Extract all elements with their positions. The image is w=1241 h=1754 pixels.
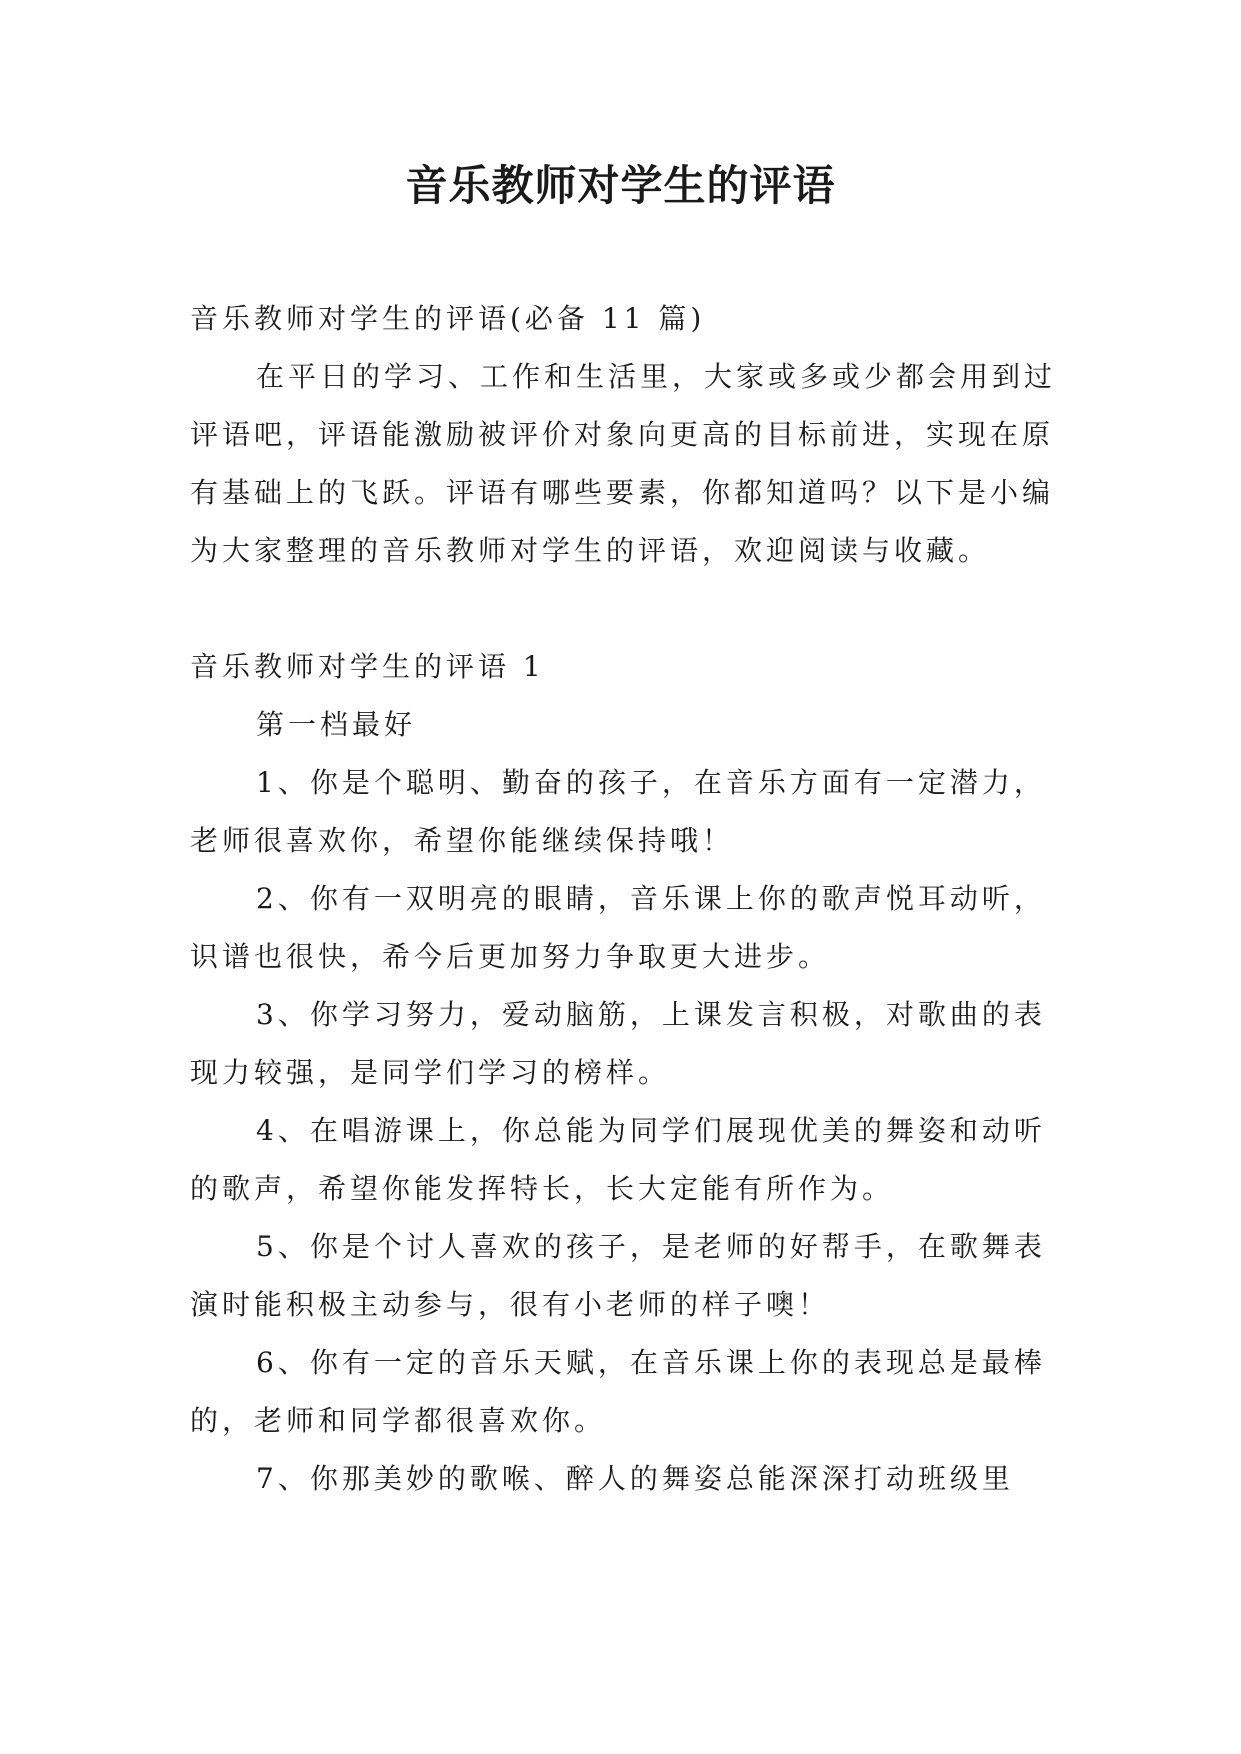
comment-item: 3、你学习努力，爱动脑筋，上课发言积极，对歌曲的表现力较强，是同学们学习的榜样。: [190, 998, 1046, 1089]
document-body: [190, 290, 1058, 1508]
comment-item: 2、你有一双明亮的眼睛，音乐课上你的歌声悦耳动听，识谱也很快，希今后更加努力争取更大进步。: [190, 882, 1046, 973]
comment-item: 7、你那美妙的歌喉、醉人的舞姿总能深深打动班级里: [256, 1462, 1014, 1495]
document-title: 音乐教师对学生的评语: [405, 161, 836, 210]
comment-item: 5、你是个讨人喜欢的孩子，是老师的好帮手，在歌舞表演时能积极主动参与，很有小老师的样子噢！: [190, 1230, 1046, 1321]
comment-item: 6、你有一定的音乐天赋，在音乐课上你的表现总是最棒的，老师和同学都很喜欢你。: [190, 1346, 1046, 1437]
level-heading: 第一档最好: [256, 708, 417, 741]
comment-item: 1、你是个聪明、勤奋的孩子，在音乐方面有一定潜力，老师很喜欢你，希望你能继续保持哦！: [190, 766, 1046, 857]
intro-paragraph: 在平日的学习、工作和生活里，大家或多或少都会用到过评语吧，评语能激励被评价对象向更高的目标前进，实现在原有基础上的飞跃。评语有哪些要素，你都知道吗？以下是小编为大家整理的音乐教师对学生的评语，欢迎阅读与收藏。: [190, 360, 1057, 567]
document-subtitle: 音乐教师对学生的评语(必备 11 篇): [190, 302, 706, 335]
paragraph-spacer: [190, 580, 1058, 638]
comment-item: 4、在唱游课上，你总能为同学们展现优美的舞姿和动听的歌声，希望你能发挥特长，长大定能有所作为。: [190, 1114, 1046, 1205]
section-heading: 音乐教师对学生的评语 1: [190, 650, 545, 683]
